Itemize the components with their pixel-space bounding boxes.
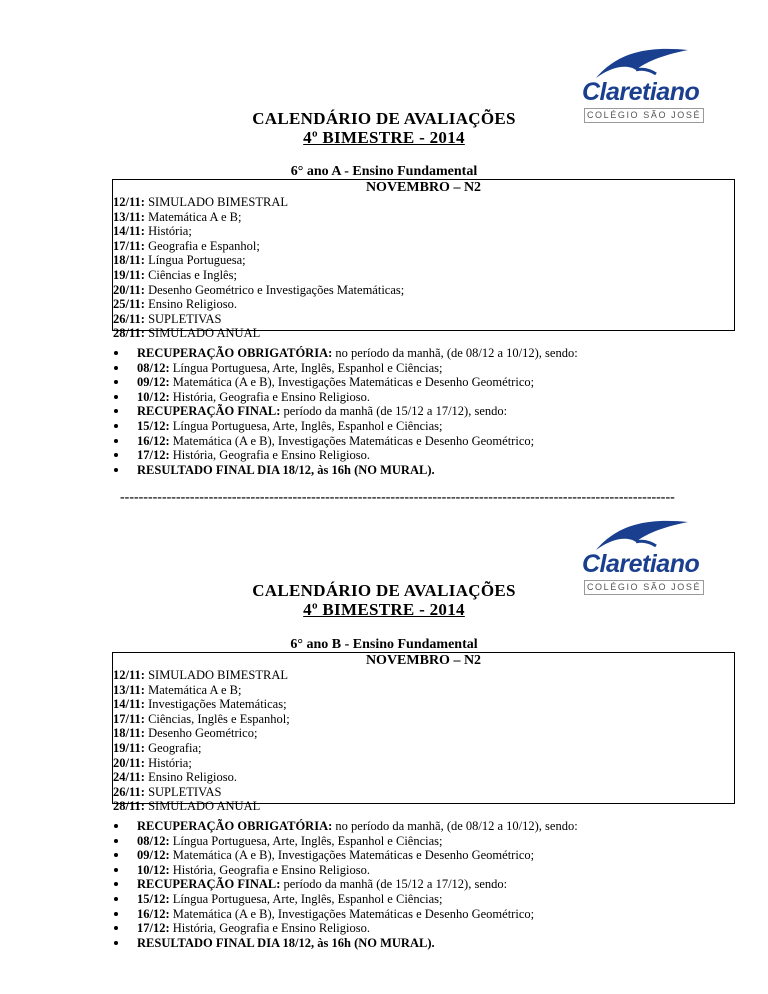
schedule-item: 17/11: Ciências, Inglês e Espanhol; bbox=[113, 711, 290, 726]
section-divider: ----------------------------------------------------------------------------------------------------------------------- bbox=[120, 490, 675, 505]
month-heading: NOVEMBRO – N2 bbox=[365, 180, 482, 195]
list-item: 10/12: História, Geografia e Ensino Religioso. bbox=[114, 390, 754, 405]
bullet-icon bbox=[114, 897, 118, 901]
page-title bbox=[0, 109, 768, 147]
schedule-item: 18/11: Língua Portuguesa; bbox=[113, 253, 246, 268]
bullet-icon bbox=[114, 824, 118, 828]
bullet-icon bbox=[114, 926, 118, 930]
list-item: 15/12: Língua Portuguesa, Arte, Inglês, Espanhol e Ciências; bbox=[114, 892, 754, 907]
schedule-box bbox=[112, 179, 735, 341]
schedule-item: 19/11: Ciências e Inglês; bbox=[113, 267, 237, 282]
bullet-icon bbox=[114, 439, 118, 443]
title-line: CALENDÁRIO DE AVALIAÇÕES bbox=[252, 581, 516, 600]
bullet-icon bbox=[114, 409, 118, 413]
list-item: 08/12: Língua Portuguesa, Arte, Inglês, Espanhol e Ciências; bbox=[114, 361, 754, 376]
schedule-item: 19/11: Geografia; bbox=[113, 740, 202, 755]
bimester-subtitle: 4º BIMESTRE - 2014 bbox=[303, 128, 465, 147]
title-line: CALENDÁRIO DE AVALIAÇÕES bbox=[252, 109, 516, 128]
schedule-item: 18/11: Desenho Geométrico; bbox=[113, 726, 258, 741]
bullet-icon bbox=[114, 395, 118, 399]
list-item: RECUPERAÇÃO FINAL: período da manhã (de 15/12 a 17/12), sendo: bbox=[114, 877, 754, 892]
schedule-item: 13/11: Matemática A e B; bbox=[113, 682, 242, 697]
schedule-item: 20/11: Desenho Geométrico e Investigações Matemáticas; bbox=[113, 282, 405, 297]
logo-subtitle: COLÉGIO SÃO JOSÉ bbox=[584, 108, 704, 123]
recovery-list bbox=[114, 346, 754, 477]
bullet-icon bbox=[114, 868, 118, 872]
schedule-list bbox=[113, 195, 734, 341]
bullet-icon bbox=[114, 351, 118, 355]
bullet-icon bbox=[114, 366, 118, 370]
bimester-subtitle: 4º BIMESTRE - 2014 bbox=[303, 600, 465, 619]
schedule-item: 28/11: SIMULADO ANUAL bbox=[113, 799, 261, 814]
schedule-box bbox=[112, 652, 735, 814]
schedule-item: 25/11: Ensino Religioso. bbox=[113, 297, 237, 312]
bullet-icon bbox=[114, 424, 118, 428]
list-item: 17/12: História, Geografia e Ensino Religioso. bbox=[114, 921, 754, 936]
schedule-item: 13/11: Matemática A e B; bbox=[113, 209, 242, 224]
logo-subtitle: COLÉGIO SÃO JOSÉ bbox=[584, 580, 704, 595]
list-item: RECUPERAÇÃO FINAL: período da manhã (de 15/12 a 17/12), sendo: bbox=[114, 404, 754, 419]
logo-wordmark: Claretiano bbox=[582, 78, 700, 106]
schedule-item: 24/11: Ensino Religioso. bbox=[113, 770, 237, 785]
schedule-item: 17/11: Geografia e Espanhol; bbox=[113, 238, 260, 253]
list-item: 16/12: Matemática (A e B), Investigações Matemáticas e Desenho Geométrico; bbox=[114, 907, 754, 922]
list-item: RECUPERAÇÃO OBRIGATÓRIA: no período da manhã, (de 08/12 a 10/12), sendo: bbox=[114, 346, 754, 361]
list-item: 09/12: Matemática (A e B), Investigações Matemáticas e Desenho Geométrico; bbox=[114, 375, 754, 390]
bullet-icon bbox=[114, 912, 118, 916]
recovery-list bbox=[114, 819, 754, 950]
list-item: 15/12: Língua Portuguesa, Arte, Inglês, Espanhol e Ciências; bbox=[114, 419, 754, 434]
list-item: RESULTADO FINAL DIA 18/12, às 16h (NO MURAL). bbox=[114, 936, 754, 951]
list-item: RESULTADO FINAL DIA 18/12, às 16h (NO MURAL). bbox=[114, 463, 754, 478]
schedule-item: 28/11: SIMULADO ANUAL bbox=[113, 326, 261, 341]
bullet-icon bbox=[114, 468, 118, 472]
grade-label: 6° ano B - Ensino Fundamental bbox=[290, 637, 478, 652]
bullet-icon bbox=[114, 882, 118, 886]
list-item: 16/12: Matemática (A e B), Investigações Matemáticas e Desenho Geométrico; bbox=[114, 434, 754, 449]
schedule-list bbox=[113, 668, 734, 814]
schedule-item: 12/11: SIMULADO BIMESTRAL bbox=[113, 668, 289, 682]
list-item: 10/12: História, Geografia e Ensino Religioso. bbox=[114, 863, 754, 878]
schedule-item: 12/11: SIMULADO BIMESTRAL bbox=[113, 195, 289, 209]
schedule-item: 14/11: Investigações Matemáticas; bbox=[113, 697, 287, 712]
logo-wordmark: Claretiano bbox=[582, 550, 700, 578]
bullet-icon bbox=[114, 839, 118, 843]
page-title bbox=[0, 581, 768, 619]
schedule-item: 26/11: SUPLETIVAS bbox=[113, 784, 222, 799]
bullet-icon bbox=[114, 380, 118, 384]
grade-label: 6° ano A - Ensino Fundamental bbox=[290, 164, 478, 179]
bullet-icon bbox=[114, 853, 118, 857]
bullet-icon bbox=[114, 453, 118, 457]
schedule-item: 14/11: História; bbox=[113, 224, 192, 239]
bullet-icon bbox=[114, 941, 118, 945]
list-item: 09/12: Matemática (A e B), Investigações Matemáticas e Desenho Geométrico; bbox=[114, 848, 754, 863]
list-item: RECUPERAÇÃO OBRIGATÓRIA: no período da manhã, (de 08/12 a 10/12), sendo: bbox=[114, 819, 754, 834]
month-heading: NOVEMBRO – N2 bbox=[365, 653, 482, 668]
list-item: 08/12: Língua Portuguesa, Arte, Inglês, Espanhol e Ciências; bbox=[114, 834, 754, 849]
schedule-item: 20/11: História; bbox=[113, 755, 192, 770]
list-item: 17/12: História, Geografia e Ensino Religioso. bbox=[114, 448, 754, 463]
schedule-item: 26/11: SUPLETIVAS bbox=[113, 311, 222, 326]
